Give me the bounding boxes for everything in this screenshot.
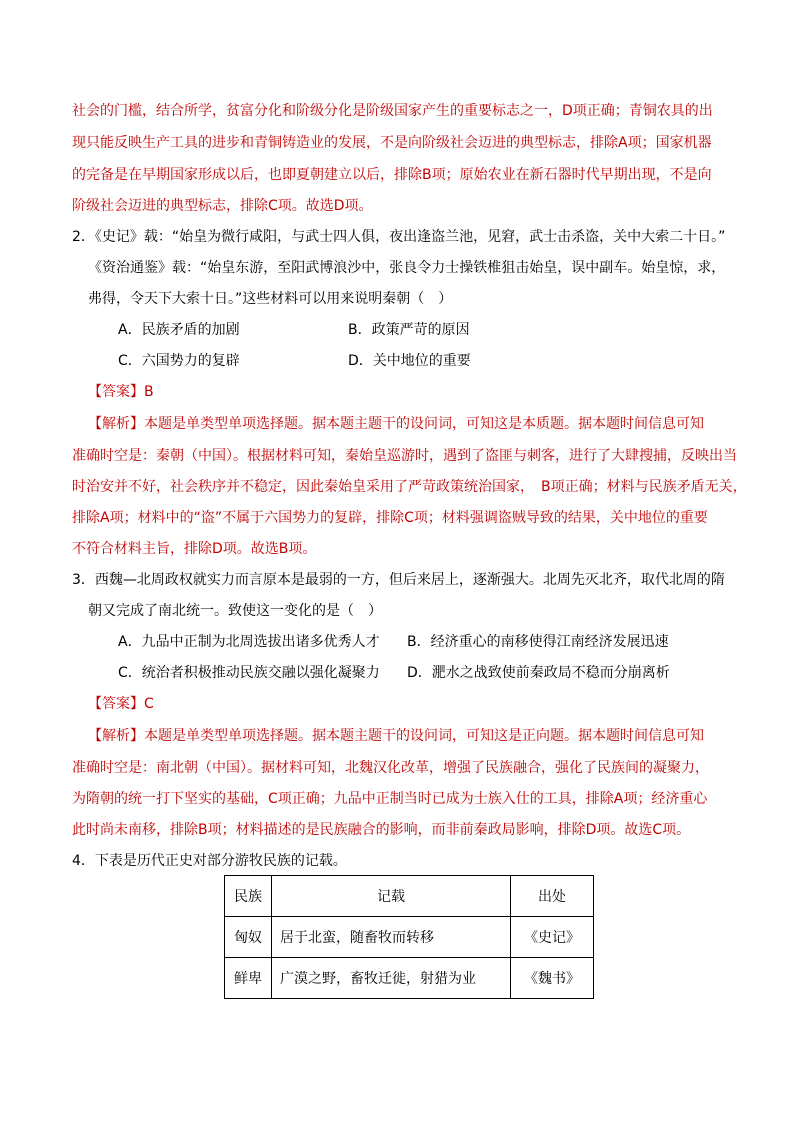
q2-analysis-line: 时治安并不好，社会秩序并不稳定，因此秦始皇采用了严苛政策统治国家， B项正确；材料与民族矛盾无关， — [72, 479, 747, 495]
q2-option-d: D．关中地位的重要 — [348, 353, 471, 369]
table-header-row — [225, 876, 594, 917]
q2-stem-line: 弗得，令天下大索十日。”这些材料可以用来说明秦朝（ ） — [88, 291, 453, 307]
answer-value: B — [144, 384, 154, 400]
table-header-cell: 记载 — [272, 876, 511, 917]
q3-answer — [88, 694, 154, 714]
intro-analysis-line: 现只能反映生产工具的进步和青铜铸造业的发展，不是向阶级社会迈进的典型标志，排除A项；国家机器 — [72, 135, 712, 151]
q2-stem-line: 2．《史记》载：“始皇为微行咸阳，与武士四人俱，夜出逢盗兰池，见窘，武士击杀盗，关中大索二十日。” — [72, 229, 726, 245]
table-cell: 《史记》 — [511, 917, 594, 958]
q2-option-b: B．政策严苛的原因 — [348, 322, 470, 338]
q2-answer — [88, 382, 154, 402]
q3-analysis-first-line — [88, 726, 704, 746]
q3-analysis-line: 准确时空是：南北朝（中国）。据材料可知，北魏汉化改革，增强了民族融合，强化了民族间的凝聚力， — [72, 760, 709, 776]
q2-option-a: A．民族矛盾的加剧 — [118, 322, 240, 338]
analysis-tag: 【解析】 — [88, 728, 144, 744]
q3-analysis-line: 为隋朝的统一打下坚实的基础，C项正确；九品中正制当时已成为士族入仕的工具，排除A项；经济重心 — [72, 791, 708, 807]
answer-tag: 【答案】 — [88, 696, 144, 712]
table-cell: 鲜卑 — [225, 958, 272, 999]
analysis-text: 本题是单类型单项选择题。据本题主题干的设问词，可知这是本质题。据本题时间信息可知 — [144, 416, 704, 432]
q3-stem-line: 3．西魏—北周政权就实力而言原本是最弱的一方，但后来居上，逐渐强大。北周先灭北齐，取代北周的隋 — [72, 572, 725, 588]
q2-stem-line: 《资治通鉴》载：“始皇东游，至阳武博浪沙中，张良令力士操铁椎狙击始皇，误中副车。始皇惊，求， — [88, 260, 726, 276]
table-row — [225, 958, 594, 999]
q3-option-a: A．九品中正制为北周选拔出诸多优秀人才 — [118, 634, 380, 650]
q4-stem: 4．下表是历代正史对部分游牧民族的记载。 — [72, 853, 347, 869]
q2-analysis-first-line — [88, 414, 704, 434]
table-cell: 居于北蛮，随畜牧而转移 — [272, 917, 511, 958]
table-header-cell: 民族 — [225, 876, 272, 917]
intro-analysis-line: 社会的门槛，结合所学，贫富分化和阶级分化是阶级国家产生的重要标志之一，D项正确；青铜农具的出 — [72, 103, 713, 119]
analysis-tag: 【解析】 — [88, 416, 144, 432]
q3-option-c: C．统治者积极推动民族交融以强化凝聚力 — [118, 665, 380, 681]
intro-analysis-line: 阶级社会迈进的典型标志，排除C项。故选D项。 — [72, 198, 373, 214]
q3-option-d: D．淝水之战致使前秦政局不稳而分崩离析 — [407, 665, 670, 681]
table-row — [225, 917, 594, 958]
intro-analysis-line: 的完备是在早期国家形成以后，也即夏朝建立以后，排除B项；原始农业在新石器时代早期出现，不是向 — [72, 167, 712, 183]
table-cell: 《魏书》 — [511, 958, 594, 999]
table-cell: 匈奴 — [225, 917, 272, 958]
q2-option-c: C．六国势力的复辟 — [118, 353, 240, 369]
table-header-cell: 出处 — [511, 876, 594, 917]
q3-option-b: B．经济重心的南移使得江南经济发展迅速 — [407, 634, 669, 650]
q3-stem-line: 朝又完成了南北统一。致使这一变化的是（ ） — [88, 603, 382, 619]
nomad-records-table — [224, 875, 594, 999]
q3-analysis-line: 此时尚未南移，排除B项；材料描述的是民族融合的影响，而非前秦政局影响，排除D项。故选C项。 — [72, 822, 691, 838]
table-cell: 广漠之野，畜牧迁徙，射猎为业 — [272, 958, 511, 999]
q2-analysis-line: 准确时空是：秦朝（中国）。根据材料可知，秦始皇巡游时，遇到了盗匪与刺客，进行了大肆搜捕，反映出当 — [72, 448, 737, 464]
q2-analysis-line: 排除A项；材料中的“盗”不属于六国势力的复辟，排除C项；材料强调盗贼导致的结果，关中地位的重要 — [72, 510, 708, 526]
answer-tag: 【答案】 — [88, 384, 144, 400]
answer-value: C — [144, 696, 154, 712]
q2-analysis-line: 不符合材料主旨，排除D项。故选B项。 — [72, 541, 317, 557]
analysis-text: 本题是单类型单项选择题。据本题主题干的设问词，可知这是正向题。据本题时间信息可知 — [144, 728, 704, 744]
